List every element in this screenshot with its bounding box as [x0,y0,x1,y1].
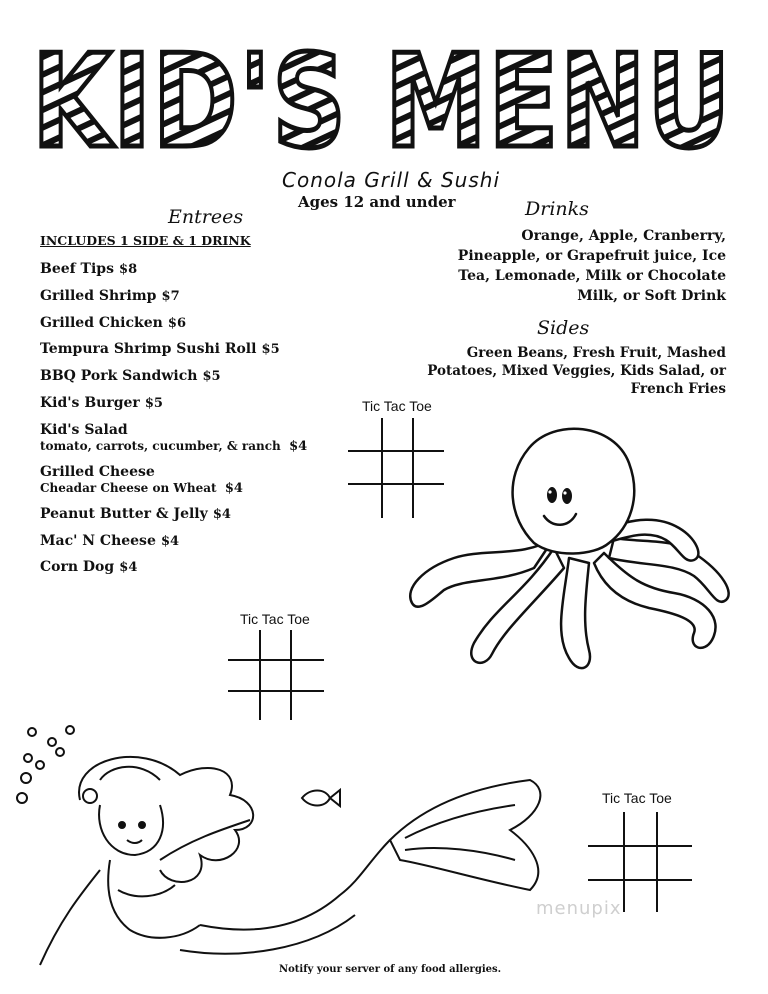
tic-tac-toe-label: Tic Tac Toe [362,398,432,414]
allergy-note: Notify your server of any food allergies. [279,964,502,975]
entrees-list [40,258,370,583]
menu-item: BBQ Pork Sandwich $5 [40,368,221,385]
menu-item: Corn Dog $4 [40,559,138,576]
tic-tac-toe-label: Tic Tac Toe [602,790,672,806]
tic-tac-toe-grid[interactable] [228,630,324,720]
menu-title-graphic [22,28,742,177]
menu-item: Grilled Chicken $6 [40,314,186,331]
watermark: menupix [536,898,622,919]
tic-tac-toe-label: Tic Tac Toe [240,611,310,627]
menu-item: Peanut Butter & Jelly $4 [40,505,231,522]
octopus-illustration [404,418,744,688]
menu-item: Grilled Cheese Cheadar Cheese on Wheat $4 [40,463,243,496]
menu-title: KID'S MENU [32,28,732,177]
mermaid-illustration [10,720,570,982]
menu-item: Tempura Shrimp Sushi Roll $5 [40,341,280,358]
drinks-list: Orange, Apple, Cranberry, Pineapple, or Grapefruit juice, Ice Tea, Lemonade, Milk or Chocolate Milk, or Soft Drink [457,228,726,304]
age-limit: Ages 12 and under [298,193,456,211]
entrees-heading: Entrees [168,206,244,228]
menu-item: Grilled Shrimp $7 [40,287,180,304]
restaurant-name: Conola Grill & Sushi [282,168,501,192]
menu-item: Beef Tips $8 [40,261,138,277]
sides-heading: Sides [537,317,590,339]
menu-item: Kid's Salad tomato, carrots, cucumber, & ranch $4 [40,421,308,454]
drinks-heading: Drinks [525,198,589,220]
tic-tac-toe-grid[interactable] [588,812,692,912]
sides-list: Green Beans, Fresh Fruit, Mashed Potatoes, Mixed Veggies, Kids Salad, or French Fries [427,345,726,397]
includes-note: INCLUDES 1 SIDE & 1 DRINK [40,233,251,248]
menu-item: Kid's Burger $5 [40,394,163,411]
menu-item: Mac' N Cheese $4 [40,532,180,549]
